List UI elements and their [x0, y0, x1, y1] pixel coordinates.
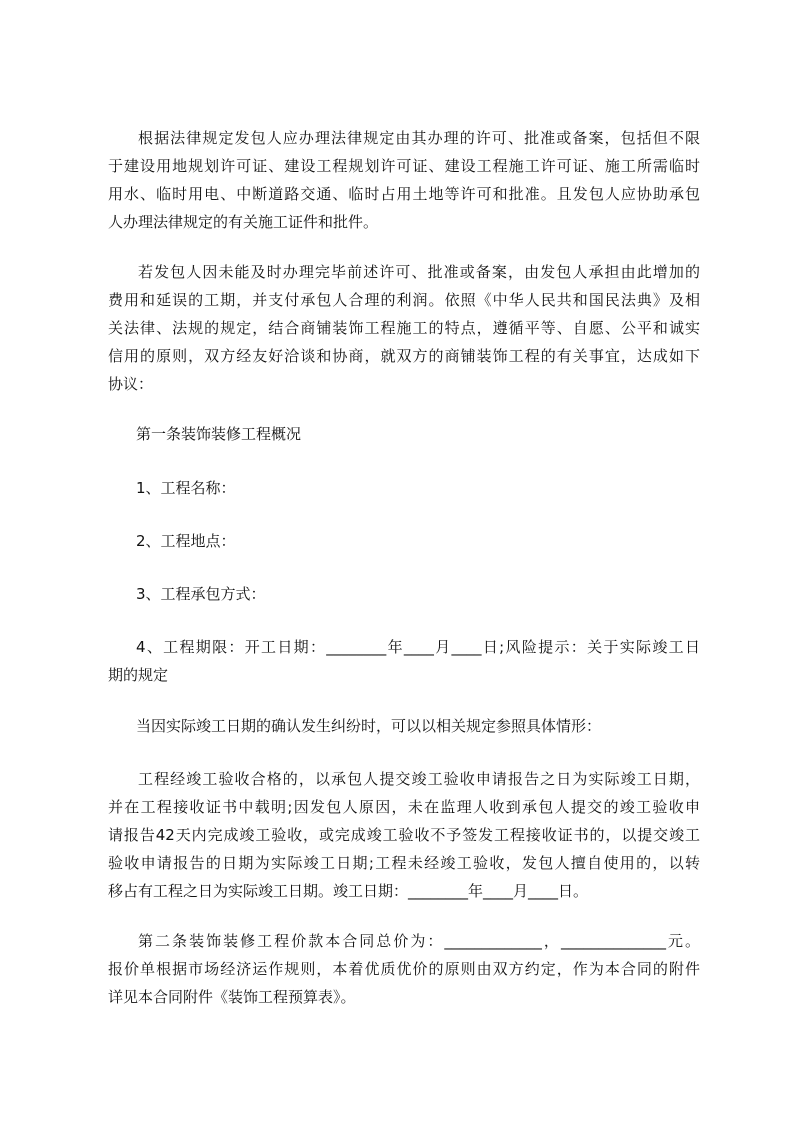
text-line: 并在工程接收证书中载明;因发包人原因，未在监理人收到承包人提交的竣工验收申 — [108, 798, 700, 816]
paragraph-dispute — [108, 712, 700, 740]
text-line: 详见本合同附件《装饰工程预算表》。 — [108, 988, 356, 1006]
text-line: 请报告42天内完成竣工验收，或完成竣工验收不予签发工程接收证书的，以提交竣工 — [108, 826, 700, 844]
item-text: 期的规定 — [108, 666, 169, 684]
item-project-location — [108, 527, 700, 555]
text-line: 验收申请报告的日期为实际竣工日期;工程未经竣工验收，发包人擅自使用的，以转 — [108, 854, 700, 872]
text-line: 人办理法律规定的有关施工证件和批件。 — [108, 213, 379, 231]
paragraph-agreement — [108, 258, 700, 398]
text-line: 若发包人因未能及时办理完毕前述许可、批准或备案，由发包人承担由此增加的 — [138, 263, 700, 281]
text-line: 移占有工程之日为实际竣工日期。竣工日期：________年____月____日。 — [108, 882, 589, 900]
item-project-duration — [108, 633, 700, 689]
text-line: 工程经竣工验收合格的，以承包人提交竣工验收申请报告之日为实际竣工日期， — [138, 770, 700, 788]
text-line: 于建设用地规划许可证、建设工程规划许可证、建设工程施工许可证、施工所需临时 — [108, 157, 700, 175]
item-project-name — [108, 474, 700, 502]
text-line: 用水、临时用电、中断道路交通、临时占用土地等许可和批准。且发包人应协助承包 — [108, 185, 700, 203]
paragraph-completion-date — [108, 765, 700, 905]
item-text: 1、工程名称： — [136, 479, 236, 497]
text-line: 费用和延误的工期，并支付承包人合理的利润。依照《中华人民共和国民法典》及相 — [108, 291, 700, 309]
text-line: 关法律、法规的规定，结合商铺装饰工程施工的特点，遵循平等、自愿、公平和诚实 — [108, 319, 700, 337]
text-line: 根据法律规定发包人应办理法律规定由其办理的许可、批准或备案，包括但不限 — [138, 129, 700, 147]
item-text: 3、工程承包方式： — [136, 585, 266, 603]
item-contract-method — [108, 580, 700, 608]
text-line: 第二条装饰装修工程价款本合同总价为：_____________，______________元。 — [138, 932, 700, 950]
text-line: 当因实际竣工日期的确认发生纠纷时，可以以相关规定参照具体情形： — [136, 717, 602, 735]
text-line: 协议： — [108, 375, 154, 393]
article-heading — [108, 420, 700, 448]
paragraph-price — [108, 927, 700, 1011]
heading-text: 第一条装饰装修工程概况 — [136, 425, 302, 443]
text-line: 信用的原则，双方经友好洽谈和协商，就双方的商铺装饰工程的有关事宜，达成如下 — [108, 347, 700, 365]
item-text: 4、工程期限：开工日期：________年____月____日;风险提示：关于实际竣工日 — [136, 638, 700, 656]
text-line: 报价单根据市场经济运作规则，本着优质优价的原则由双方约定，作为本合同的附件 — [108, 960, 700, 978]
item-text: 2、工程地点： — [136, 532, 236, 550]
paragraph-permits — [108, 124, 700, 236]
